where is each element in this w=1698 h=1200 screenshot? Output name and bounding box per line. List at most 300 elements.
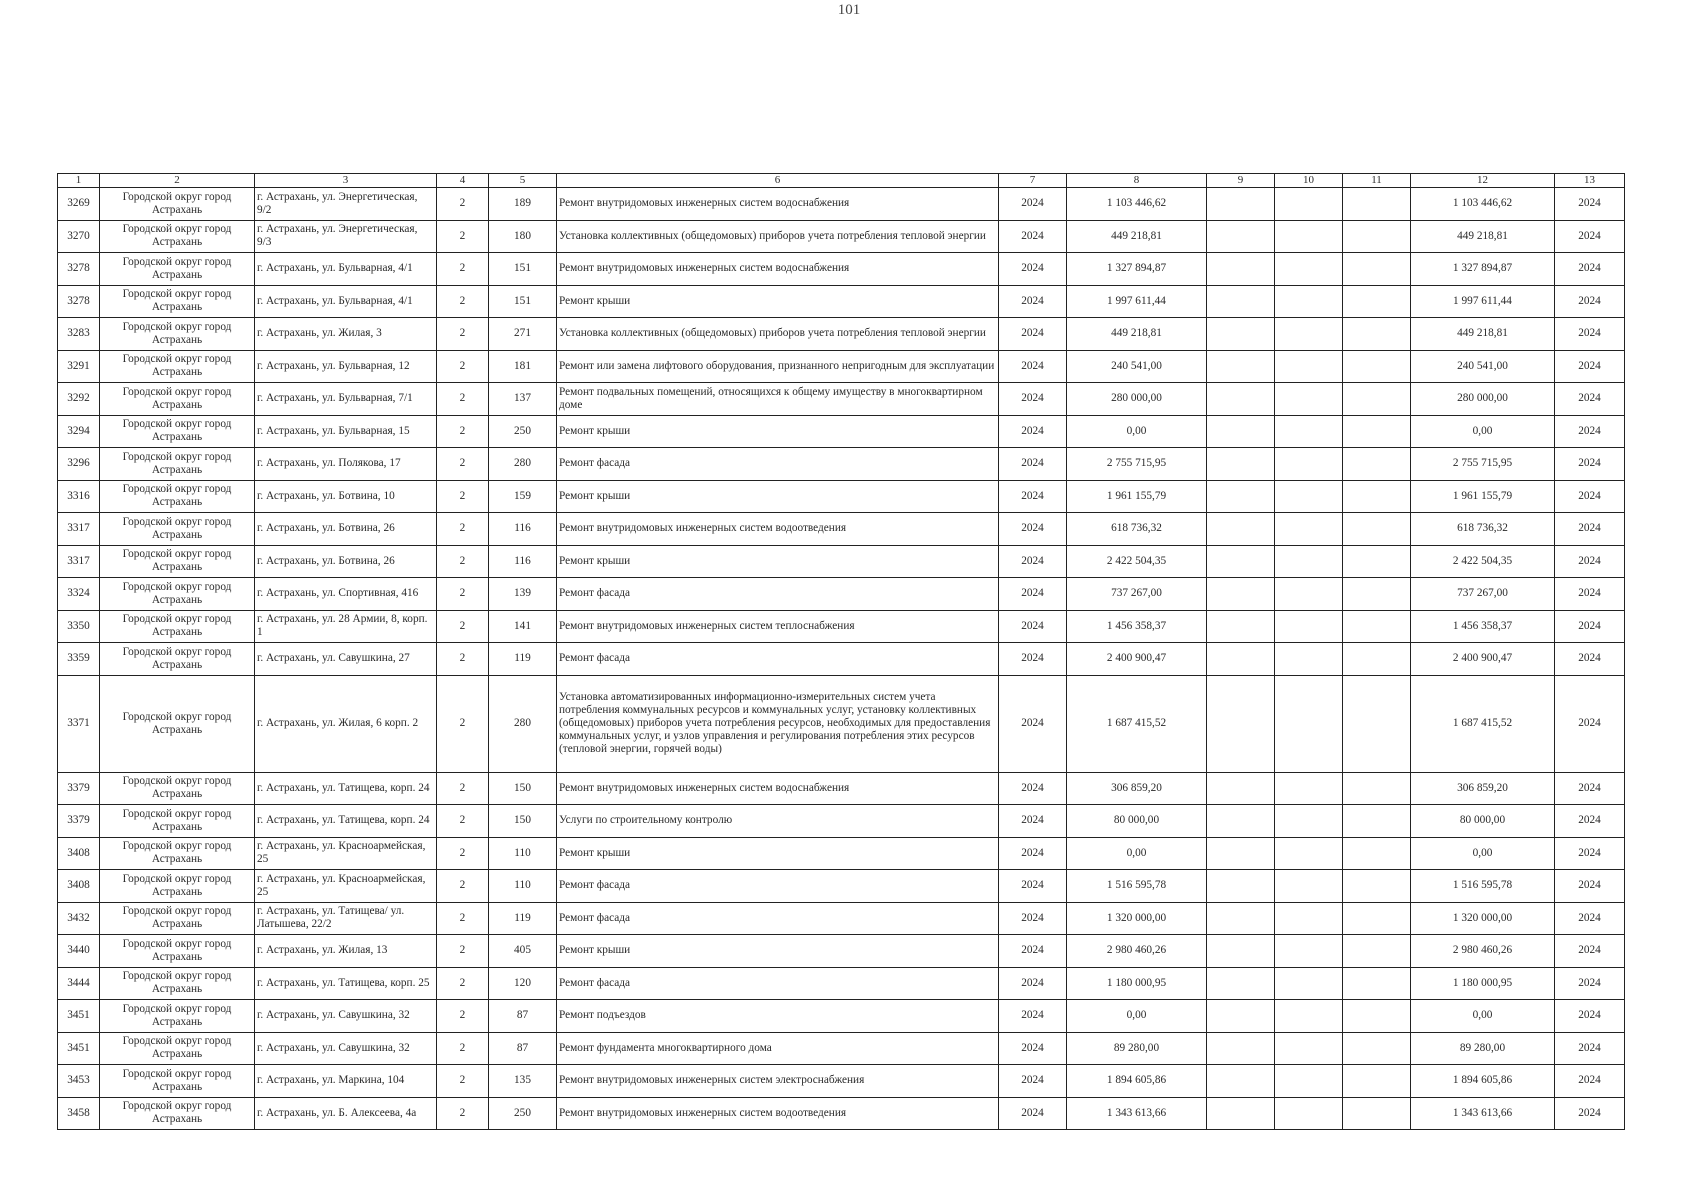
col-4-cell: 2 <box>437 772 489 805</box>
col-4-cell: 2 <box>437 1032 489 1065</box>
col-5-cell: 250 <box>489 1097 557 1130</box>
municipality-cell: Городской округ город Астрахань <box>100 415 255 448</box>
cost-cell: 89 280,00 <box>1067 1032 1207 1065</box>
col-9-cell <box>1207 643 1275 676</box>
year-cell: 2024 <box>999 610 1067 643</box>
address-cell: г. Астрахань, ул. Спортивная, 416 <box>255 578 437 611</box>
total-cost-cell: 1 456 358,37 <box>1411 610 1555 643</box>
work-type-cell: Ремонт внутридомовых инженерных систем электроснабжения <box>557 1065 999 1098</box>
col-10-cell <box>1275 610 1343 643</box>
year-cell: 2024 <box>999 1097 1067 1130</box>
col-11-cell <box>1343 643 1411 676</box>
total-cost-cell: 1 687 415,52 <box>1411 675 1555 772</box>
work-type-cell: Ремонт фасада <box>557 643 999 676</box>
completion-year-cell: 2024 <box>1555 318 1625 351</box>
table-row <box>58 837 1625 870</box>
col-5-cell: 159 <box>489 480 557 513</box>
col-5-cell: 141 <box>489 610 557 643</box>
address-cell: г. Астрахань, ул. Татищева, корп. 24 <box>255 772 437 805</box>
row-id-cell: 3278 <box>58 285 100 318</box>
total-cost-cell: 80 000,00 <box>1411 805 1555 838</box>
year-cell: 2024 <box>999 383 1067 416</box>
cost-cell: 1 997 611,44 <box>1067 285 1207 318</box>
col-11-cell <box>1343 870 1411 903</box>
col-9-cell <box>1207 318 1275 351</box>
col-5-cell: 119 <box>489 643 557 676</box>
col-9-cell <box>1207 1000 1275 1033</box>
table-row <box>58 448 1625 481</box>
col-10-cell <box>1275 805 1343 838</box>
col-11-cell <box>1343 448 1411 481</box>
col-5-cell: 151 <box>489 285 557 318</box>
column-header-11: 11 <box>1343 174 1411 188</box>
col-11-cell <box>1343 285 1411 318</box>
col-4-cell: 2 <box>437 188 489 221</box>
col-4-cell: 2 <box>437 350 489 383</box>
total-cost-cell: 1 180 000,95 <box>1411 967 1555 1000</box>
address-cell: г. Астрахань, ул. Бульварная, 7/1 <box>255 383 437 416</box>
completion-year-cell: 2024 <box>1555 967 1625 1000</box>
address-cell: г. Астрахань, ул. Жилая, 3 <box>255 318 437 351</box>
col-11-cell <box>1343 1032 1411 1065</box>
municipality-cell: Городской округ город Астрахань <box>100 610 255 643</box>
col-5-cell: 87 <box>489 1032 557 1065</box>
year-cell: 2024 <box>999 805 1067 838</box>
cost-cell: 1 961 155,79 <box>1067 480 1207 513</box>
address-cell: г. Астрахань, ул. Татищева, корп. 24 <box>255 805 437 838</box>
completion-year-cell: 2024 <box>1555 837 1625 870</box>
year-cell: 2024 <box>999 675 1067 772</box>
total-cost-cell: 737 267,00 <box>1411 578 1555 611</box>
work-type-cell: Ремонт фасада <box>557 902 999 935</box>
completion-year-cell: 2024 <box>1555 448 1625 481</box>
year-cell: 2024 <box>999 220 1067 253</box>
table-body <box>58 188 1625 1130</box>
municipality-cell: Городской округ город Астрахань <box>100 643 255 676</box>
col-4-cell: 2 <box>437 448 489 481</box>
col-10-cell <box>1275 383 1343 416</box>
total-cost-cell: 280 000,00 <box>1411 383 1555 416</box>
col-11-cell <box>1343 220 1411 253</box>
col-4-cell: 2 <box>437 480 489 513</box>
total-cost-cell: 1 516 595,78 <box>1411 870 1555 903</box>
completion-year-cell: 2024 <box>1555 1065 1625 1098</box>
row-id-cell: 3291 <box>58 350 100 383</box>
cost-cell: 737 267,00 <box>1067 578 1207 611</box>
work-type-cell: Ремонт фасада <box>557 967 999 1000</box>
address-cell: г. Астрахань, ул. Б. Алексеева, 4а <box>255 1097 437 1130</box>
total-cost-cell: 89 280,00 <box>1411 1032 1555 1065</box>
municipality-cell: Городской округ город Астрахань <box>100 480 255 513</box>
col-4-cell: 2 <box>437 1097 489 1130</box>
cost-cell: 1 456 358,37 <box>1067 610 1207 643</box>
year-cell: 2024 <box>999 772 1067 805</box>
row-id-cell: 3440 <box>58 935 100 968</box>
row-id-cell: 3379 <box>58 772 100 805</box>
address-cell: г. Астрахань, ул. Бульварная, 12 <box>255 350 437 383</box>
address-cell: г. Астрахань, ул. Савушкина, 32 <box>255 1032 437 1065</box>
col-5-cell: 110 <box>489 870 557 903</box>
table-row <box>58 675 1625 772</box>
col-10-cell <box>1275 1097 1343 1130</box>
total-cost-cell: 0,00 <box>1411 415 1555 448</box>
cost-cell: 280 000,00 <box>1067 383 1207 416</box>
completion-year-cell: 2024 <box>1555 220 1625 253</box>
total-cost-cell: 1 961 155,79 <box>1411 480 1555 513</box>
row-id-cell: 3324 <box>58 578 100 611</box>
work-type-cell: Ремонт крыши <box>557 935 999 968</box>
row-id-cell: 3296 <box>58 448 100 481</box>
address-cell: г. Астрахань, ул. Татищева/ ул. Латышева, 22/2 <box>255 902 437 935</box>
cost-cell: 0,00 <box>1067 1000 1207 1033</box>
address-cell: г. Астрахань, ул. Красноармейская, 25 <box>255 870 437 903</box>
address-cell: г. Астрахань, ул. Бульварная, 15 <box>255 415 437 448</box>
col-9-cell <box>1207 220 1275 253</box>
col-9-cell <box>1207 610 1275 643</box>
municipality-cell: Городской округ город Астрахань <box>100 935 255 968</box>
col-9-cell <box>1207 285 1275 318</box>
col-10-cell <box>1275 675 1343 772</box>
address-cell: г. Астрахань, ул. Бульварная, 4/1 <box>255 253 437 286</box>
col-9-cell <box>1207 1032 1275 1065</box>
col-4-cell: 2 <box>437 1065 489 1098</box>
col-9-cell <box>1207 253 1275 286</box>
work-type-cell: Ремонт или замена лифтового оборудования, признанного непригодным для эксплуатации <box>557 350 999 383</box>
completion-year-cell: 2024 <box>1555 870 1625 903</box>
col-5-cell: 139 <box>489 578 557 611</box>
cost-cell: 1 180 000,95 <box>1067 967 1207 1000</box>
col-4-cell: 2 <box>437 675 489 772</box>
col-10-cell <box>1275 967 1343 1000</box>
col-11-cell <box>1343 188 1411 221</box>
cost-cell: 1 320 000,00 <box>1067 902 1207 935</box>
cost-cell: 2 400 900,47 <box>1067 643 1207 676</box>
cost-cell: 1 516 595,78 <box>1067 870 1207 903</box>
completion-year-cell: 2024 <box>1555 285 1625 318</box>
completion-year-cell: 2024 <box>1555 805 1625 838</box>
col-9-cell <box>1207 675 1275 772</box>
table-row <box>58 545 1625 578</box>
cost-cell: 1 103 446,62 <box>1067 188 1207 221</box>
col-11-cell <box>1343 902 1411 935</box>
table-row <box>58 1032 1625 1065</box>
total-cost-cell: 449 218,81 <box>1411 220 1555 253</box>
row-id-cell: 3451 <box>58 1000 100 1033</box>
col-10-cell <box>1275 188 1343 221</box>
completion-year-cell: 2024 <box>1555 253 1625 286</box>
col-4-cell: 2 <box>437 643 489 676</box>
column-header-2: 2 <box>100 174 255 188</box>
total-cost-cell: 2 980 460,26 <box>1411 935 1555 968</box>
work-type-cell: Ремонт подвальных помещений, относящихся к общему имуществу в многоквартирном доме <box>557 383 999 416</box>
year-cell: 2024 <box>999 545 1067 578</box>
year-cell: 2024 <box>999 415 1067 448</box>
row-id-cell: 3371 <box>58 675 100 772</box>
column-number-row <box>58 174 1625 188</box>
col-4-cell: 2 <box>437 1000 489 1033</box>
completion-year-cell: 2024 <box>1555 1000 1625 1033</box>
row-id-cell: 3317 <box>58 545 100 578</box>
completion-year-cell: 2024 <box>1555 578 1625 611</box>
cost-cell: 1 687 415,52 <box>1067 675 1207 772</box>
total-cost-cell: 240 541,00 <box>1411 350 1555 383</box>
col-9-cell <box>1207 545 1275 578</box>
cost-cell: 2 422 504,35 <box>1067 545 1207 578</box>
year-cell: 2024 <box>999 1065 1067 1098</box>
column-header-8: 8 <box>1067 174 1207 188</box>
col-4-cell: 2 <box>437 935 489 968</box>
table-row <box>58 935 1625 968</box>
address-cell: г. Астрахань, ул. Татищева, корп. 25 <box>255 967 437 1000</box>
col-11-cell <box>1343 805 1411 838</box>
total-cost-cell: 2 755 715,95 <box>1411 448 1555 481</box>
year-cell: 2024 <box>999 578 1067 611</box>
total-cost-cell: 2 400 900,47 <box>1411 643 1555 676</box>
year-cell: 2024 <box>999 837 1067 870</box>
column-header-9: 9 <box>1207 174 1275 188</box>
col-10-cell <box>1275 480 1343 513</box>
col-9-cell <box>1207 350 1275 383</box>
work-type-cell: Ремонт крыши <box>557 545 999 578</box>
municipality-cell: Городской округ город Астрахань <box>100 545 255 578</box>
work-type-cell: Ремонт внутридомовых инженерных систем теплоснабжения <box>557 610 999 643</box>
col-5-cell: 150 <box>489 772 557 805</box>
address-cell: г. Астрахань, ул. 28 Армии, 8, корп. 1 <box>255 610 437 643</box>
col-10-cell <box>1275 448 1343 481</box>
col-10-cell <box>1275 902 1343 935</box>
year-cell: 2024 <box>999 1000 1067 1033</box>
total-cost-cell: 1 103 446,62 <box>1411 188 1555 221</box>
total-cost-cell: 1 343 613,66 <box>1411 1097 1555 1130</box>
col-9-cell <box>1207 383 1275 416</box>
col-5-cell: 405 <box>489 935 557 968</box>
completion-year-cell: 2024 <box>1555 350 1625 383</box>
work-type-cell: Ремонт внутридомовых инженерных систем водоотведения <box>557 513 999 546</box>
total-cost-cell: 0,00 <box>1411 837 1555 870</box>
col-9-cell <box>1207 188 1275 221</box>
col-9-cell <box>1207 480 1275 513</box>
total-cost-cell: 449 218,81 <box>1411 318 1555 351</box>
table-row <box>58 610 1625 643</box>
col-9-cell <box>1207 415 1275 448</box>
completion-year-cell: 2024 <box>1555 643 1625 676</box>
address-cell: г. Астрахань, ул. Красноармейская, 25 <box>255 837 437 870</box>
col-10-cell <box>1275 253 1343 286</box>
completion-year-cell: 2024 <box>1555 772 1625 805</box>
col-10-cell <box>1275 870 1343 903</box>
work-type-cell: Установка автоматизированных информационно-измерительных систем учета потребления коммунальных ресурсов и коммунальных услуг, установку коллективных (общедомовых) приборов учета потребления ресурсов, необходимых для предоставления коммунальных услуг, и узлов управления и регулирования потребления этих ресурсов (тепловой энергии, горячей воды) <box>557 675 999 772</box>
year-cell: 2024 <box>999 188 1067 221</box>
column-header-1: 1 <box>58 174 100 188</box>
completion-year-cell: 2024 <box>1555 513 1625 546</box>
col-5-cell: 120 <box>489 967 557 1000</box>
address-cell: г. Астрахань, ул. Энергетическая, 9/2 <box>255 188 437 221</box>
table-row <box>58 643 1625 676</box>
col-10-cell <box>1275 545 1343 578</box>
col-11-cell <box>1343 578 1411 611</box>
total-cost-cell: 1 894 605,86 <box>1411 1065 1555 1098</box>
col-10-cell <box>1275 318 1343 351</box>
row-id-cell: 3451 <box>58 1032 100 1065</box>
completion-year-cell: 2024 <box>1555 480 1625 513</box>
col-5-cell: 181 <box>489 350 557 383</box>
year-cell: 2024 <box>999 448 1067 481</box>
municipality-cell: Городской округ город Астрахань <box>100 383 255 416</box>
work-type-cell: Ремонт внутридомовых инженерных систем водоотведения <box>557 1097 999 1130</box>
col-11-cell <box>1343 837 1411 870</box>
work-type-cell: Ремонт внутридомовых инженерных систем водоснабжения <box>557 253 999 286</box>
row-id-cell: 3379 <box>58 805 100 838</box>
work-type-cell: Установка коллективных (общедомовых) приборов учета потребления тепловой энергии <box>557 318 999 351</box>
row-id-cell: 3269 <box>58 188 100 221</box>
col-4-cell: 2 <box>437 870 489 903</box>
year-cell: 2024 <box>999 350 1067 383</box>
year-cell: 2024 <box>999 967 1067 1000</box>
col-10-cell <box>1275 350 1343 383</box>
col-4-cell: 2 <box>437 610 489 643</box>
table-row <box>58 383 1625 416</box>
row-id-cell: 3283 <box>58 318 100 351</box>
col-10-cell <box>1275 513 1343 546</box>
col-11-cell <box>1343 675 1411 772</box>
col-10-cell <box>1275 415 1343 448</box>
row-id-cell: 3458 <box>58 1097 100 1130</box>
address-cell: г. Астрахань, ул. Бульварная, 4/1 <box>255 285 437 318</box>
total-cost-cell: 306 859,20 <box>1411 772 1555 805</box>
municipality-cell: Городской округ город Астрахань <box>100 188 255 221</box>
col-4-cell: 2 <box>437 220 489 253</box>
municipality-cell: Городской округ город Астрахань <box>100 578 255 611</box>
col-9-cell <box>1207 578 1275 611</box>
total-cost-cell: 618 736,32 <box>1411 513 1555 546</box>
col-5-cell: 116 <box>489 545 557 578</box>
col-11-cell <box>1343 318 1411 351</box>
col-4-cell: 2 <box>437 318 489 351</box>
col-11-cell <box>1343 415 1411 448</box>
col-11-cell <box>1343 610 1411 643</box>
work-type-cell: Ремонт крыши <box>557 415 999 448</box>
table-row <box>58 220 1625 253</box>
cost-cell: 80 000,00 <box>1067 805 1207 838</box>
municipality-cell: Городской округ город Астрахань <box>100 870 255 903</box>
col-10-cell <box>1275 1000 1343 1033</box>
col-5-cell: 280 <box>489 448 557 481</box>
col-9-cell <box>1207 772 1275 805</box>
column-header-5: 5 <box>489 174 557 188</box>
col-11-cell <box>1343 545 1411 578</box>
cost-cell: 449 218,81 <box>1067 220 1207 253</box>
work-type-cell: Ремонт фасада <box>557 870 999 903</box>
work-type-cell: Ремонт подъездов <box>557 1000 999 1033</box>
table-row <box>58 1065 1625 1098</box>
col-5-cell: 150 <box>489 805 557 838</box>
work-type-cell: Ремонт крыши <box>557 285 999 318</box>
cost-cell: 2 755 715,95 <box>1067 448 1207 481</box>
col-5-cell: 135 <box>489 1065 557 1098</box>
municipality-cell: Городской округ город Астрахань <box>100 448 255 481</box>
cost-cell: 2 980 460,26 <box>1067 935 1207 968</box>
col-4-cell: 2 <box>437 902 489 935</box>
work-type-cell: Установка коллективных (общедомовых) приборов учета потребления тепловой энергии <box>557 220 999 253</box>
column-header-3: 3 <box>255 174 437 188</box>
col-9-cell <box>1207 935 1275 968</box>
col-9-cell <box>1207 1097 1275 1130</box>
row-id-cell: 3278 <box>58 253 100 286</box>
total-cost-cell: 1 327 894,87 <box>1411 253 1555 286</box>
cost-cell: 449 218,81 <box>1067 318 1207 351</box>
work-type-cell: Услуги по строительному контролю <box>557 805 999 838</box>
work-type-cell: Ремонт фундамента многоквартирного дома <box>557 1032 999 1065</box>
municipality-cell: Городской округ город Астрахань <box>100 1065 255 1098</box>
year-cell: 2024 <box>999 480 1067 513</box>
col-10-cell <box>1275 935 1343 968</box>
col-4-cell: 2 <box>437 967 489 1000</box>
year-cell: 2024 <box>999 1032 1067 1065</box>
municipality-cell: Городской округ город Астрахань <box>100 350 255 383</box>
address-cell: г. Астрахань, ул. Ботвина, 10 <box>255 480 437 513</box>
col-5-cell: 250 <box>489 415 557 448</box>
column-header-7: 7 <box>999 174 1067 188</box>
year-cell: 2024 <box>999 935 1067 968</box>
column-header-6: 6 <box>557 174 999 188</box>
municipality-cell: Городской округ город Астрахань <box>100 285 255 318</box>
address-cell: г. Астрахань, ул. Жилая, 13 <box>255 935 437 968</box>
year-cell: 2024 <box>999 902 1067 935</box>
col-11-cell <box>1343 253 1411 286</box>
col-4-cell: 2 <box>437 415 489 448</box>
municipality-cell: Городской округ город Астрахань <box>100 318 255 351</box>
work-type-cell: Ремонт фасада <box>557 448 999 481</box>
col-9-cell <box>1207 1065 1275 1098</box>
municipality-cell: Городской округ город Астрахань <box>100 513 255 546</box>
row-id-cell: 3408 <box>58 837 100 870</box>
col-11-cell <box>1343 772 1411 805</box>
col-9-cell <box>1207 870 1275 903</box>
completion-year-cell: 2024 <box>1555 383 1625 416</box>
table-row <box>58 253 1625 286</box>
completion-year-cell: 2024 <box>1555 1032 1625 1065</box>
col-4-cell: 2 <box>437 578 489 611</box>
municipality-cell: Городской округ город Астрахань <box>100 837 255 870</box>
col-4-cell: 2 <box>437 545 489 578</box>
total-cost-cell: 1 997 611,44 <box>1411 285 1555 318</box>
table-row <box>58 902 1625 935</box>
col-11-cell <box>1343 513 1411 546</box>
address-cell: г. Астрахань, ул. Савушкина, 27 <box>255 643 437 676</box>
cost-cell: 306 859,20 <box>1067 772 1207 805</box>
work-type-cell: Ремонт крыши <box>557 837 999 870</box>
column-header-4: 4 <box>437 174 489 188</box>
table-row <box>58 285 1625 318</box>
completion-year-cell: 2024 <box>1555 415 1625 448</box>
year-cell: 2024 <box>999 643 1067 676</box>
col-11-cell <box>1343 935 1411 968</box>
completion-year-cell: 2024 <box>1555 902 1625 935</box>
col-5-cell: 271 <box>489 318 557 351</box>
work-type-cell: Ремонт крыши <box>557 480 999 513</box>
table-row <box>58 870 1625 903</box>
col-11-cell <box>1343 1097 1411 1130</box>
address-cell: г. Астрахань, ул. Жилая, 6 корп. 2 <box>255 675 437 772</box>
col-5-cell: 280 <box>489 675 557 772</box>
col-11-cell <box>1343 383 1411 416</box>
col-4-cell: 2 <box>437 253 489 286</box>
col-5-cell: 137 <box>489 383 557 416</box>
col-4-cell: 2 <box>437 837 489 870</box>
repair-program-table <box>57 173 1625 1130</box>
column-header-13: 13 <box>1555 174 1625 188</box>
column-header-12: 12 <box>1411 174 1555 188</box>
